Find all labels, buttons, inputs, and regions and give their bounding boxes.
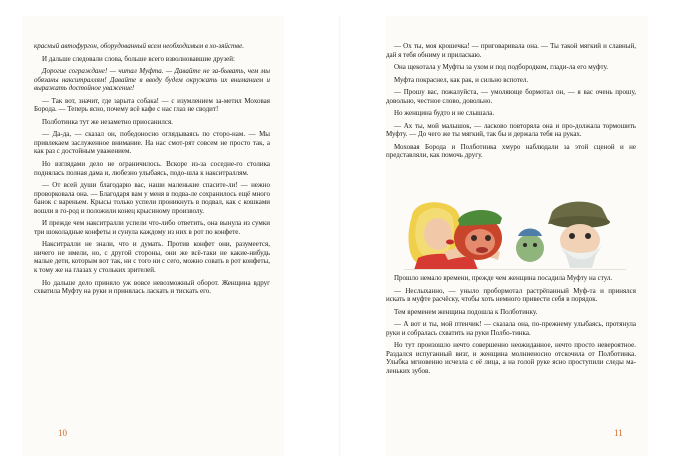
illustration-woman-and-naksitralls <box>404 198 626 270</box>
page-number-left: 10 <box>58 428 67 438</box>
left-page-text <box>34 42 270 300</box>
paragraph: — А вот и ты, мой птенчик! — сказала она, по-прежнему улыбаясь, протянула руки и собралась схватить на руки Полбо-тинка. <box>386 320 636 337</box>
paragraph: И дальше следовали слова, больше всего взволновавшие друзей: <box>42 54 235 63</box>
paragraph: — От всей души благодарю вас, наши маленькие спасите-ли! — нежно проворковала она. — Благодаря вам у меня в подва-ле сохранилось ещё много банок с вареньем. Крысы только успели проникнуть в подвал, как с кошками вошли в го-род и положили конец крысиному произволу. <box>34 181 270 215</box>
paragraph: Но дальше дело приняло уж вовсе невозможный оборот. Женщина вдруг схватила Муфту на руки и принялась ласкать и тискать его. <box>34 278 270 296</box>
paragraph: Тем временем женщина подошла к Полботинку. <box>394 307 538 316</box>
paragraph: — Неслыханно, — уныло пробормотал растрёпанный Муф-та и принялся искать в муфте расчёску, чтобы хоть немного привести себя в порядок. <box>386 286 636 304</box>
page-number-right: 11 <box>614 428 623 438</box>
paragraph: Она щекотала у Муфты за ухом и под подбородком, глади-ла его муфту. <box>394 63 609 72</box>
right-page <box>386 16 648 456</box>
paragraph: — Ах ты, мой малышок, — ласково повторяла она и про-должала тормошить Муфту. — До чего же ты мягкий, так бы и держала тебя на руках. <box>386 121 636 139</box>
paragraph: Прошло немало времени, прежде чем женщина посадила Муфту на стул. <box>394 274 613 282</box>
right-page-text-bottom <box>386 274 636 379</box>
left-page <box>22 16 284 456</box>
paragraph: Но женщина будто и не слышала. <box>394 109 495 118</box>
paragraph: — Прошу вас, пожалуйста, — умоляюще бормотал он, — я вас очень прошу, довольно, честное слово, довольно. <box>386 88 636 105</box>
paragraph: Дорогие согражданe! — читал Муфта. — Давайте не за-бывать, чем мы обязаны накситраллям! Давайте в вводу будем окружать их вниманием и выражать достойное уважение! <box>34 67 270 93</box>
paragraph: красный автофургон, оборудованный всем необходимым в хо-зяйстве. <box>34 42 244 50</box>
book-gutter <box>339 16 341 456</box>
paragraph: — Ох ты, моя крошечка! — приговаривала она. — Ты такой мягкий и славный, дай я тебя обниму и приласкаю. <box>386 42 636 59</box>
paragraph: Но тут произошло нечто совершенно неожиданное, нечто просто невероятное. Раздался испуганный визг, и женщина молниеносно отскочила от Полботинка. Улыбка мгновенно исчезла с её лица, а на голой руке ясно проступили следы ма-леньких зубов. <box>386 341 636 375</box>
paragraph: Полботинка тут же незаметно приосанился. <box>42 117 173 126</box>
paragraph: И прежде чем накситралли успели что-либо ответить, она вынула из сумки три шоколадные конфеты и сунула каждому из них в рот по конфете. <box>34 219 270 236</box>
paragraph: Моховая Борода и Полботинка хмуро наблюдали за этой сценой и не представляли, как помочь другу. <box>386 142 636 160</box>
paragraph: Но взглядами дело не ограничилось. Вскоре из-за соседне-го столика поднялась полная дама и, любезно улыбаясь, подо-шла к накситраллям. <box>34 160 270 177</box>
paragraph: Муфта покраснел, как рак, и сильно вспотел. <box>394 75 529 84</box>
paragraph: — Так вот, значит, где зарыта собака! — с изумлением за-метил Моховая Борода. — Теперь ясно, почему всё кафе с нас глаз не сводит! <box>34 96 270 114</box>
paragraph: Накситралли не знали, что и думать. Против конфет они, разумеется, ничего не имели, но, с другой стороны, они же всё-таки не какие-нибудь малые дети, которым вот так, ни с того ни с сего, можно совать в рот конфеты, к тому же на глазах у стольких зрителей. <box>34 240 270 275</box>
paragraph: — Да-да, — сказал он, победоносно оглядываясь по сторо-нам. — Мы привлекаем заслуженное внимание. На нас смот-рят совсем не просто так, а как раз с достойным уважением. <box>34 130 270 156</box>
right-page-text-top <box>386 42 636 164</box>
